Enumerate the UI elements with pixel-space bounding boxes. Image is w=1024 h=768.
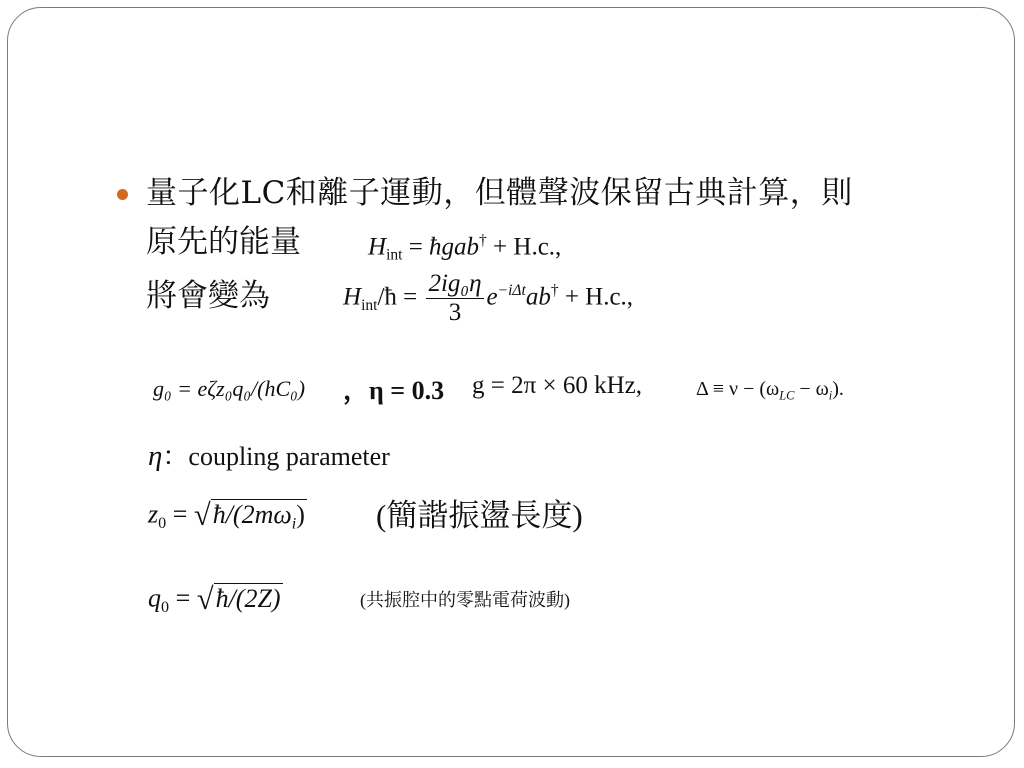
eq2-exponent: −iΔt [497, 282, 526, 300]
eq2-lhs: H [343, 283, 362, 311]
equation-transformed-energy [343, 270, 633, 327]
z0-lhs: z [148, 499, 159, 529]
q0-sub: 0 [161, 599, 170, 617]
q0-sqrt [197, 582, 283, 617]
eq2-dagger: † [550, 282, 559, 300]
eq1-tail: + H.c., [493, 233, 562, 261]
equation-z0 [148, 498, 307, 534]
z0-sub: 0 [158, 515, 167, 533]
equation-original-energy [368, 232, 561, 265]
delta-main: Δ ≡ ν − (ω [696, 378, 780, 400]
eta-symbol: η [148, 440, 163, 472]
z0-sqrt [194, 498, 307, 534]
z0-rad-end: ) [296, 499, 305, 529]
delta-sub-i: i [828, 388, 833, 403]
bullet-line-2 [146, 220, 301, 264]
bullet-line-3 [146, 274, 270, 318]
eq2-tail: + H.c., [564, 283, 634, 311]
z0-radicand [211, 499, 307, 534]
z0-rad-sub: i [291, 515, 297, 533]
delta-tail: − ω [799, 378, 829, 400]
z0-note: (簡諧振盪長度) [376, 498, 583, 533]
z0-eq: = [172, 499, 188, 529]
eq2-numerator: 2ig₀η [428, 270, 482, 297]
q0-radicand: ħ/(2Z) [215, 583, 281, 613]
eq2-slash: /ħ = [377, 283, 418, 311]
eq1-eq: = [408, 233, 423, 261]
slide-frame [7, 7, 1015, 757]
eq2-sub: int [361, 296, 378, 314]
equation-q0 [148, 582, 283, 617]
bullet-line-1: 量子化LC和離子運動，但體聲波保留古典計算，則 [146, 175, 853, 211]
eq2-rhs: ab [525, 283, 551, 311]
eq2-exp-base: e [486, 283, 498, 311]
eq1-dagger: † [479, 232, 487, 249]
eta-colon: ： [162, 442, 189, 471]
eq2-denominator: 3 [448, 298, 462, 326]
q0-lhs: q [148, 583, 161, 613]
z0-radical-sign: √ [193, 498, 211, 532]
param-delta [696, 378, 844, 403]
eq2-fraction [426, 270, 483, 327]
bullet-dot-icon [117, 189, 128, 200]
q0-note: (共振腔中的零點電荷波動) [360, 590, 570, 610]
param-g0: g₀ = eζz₀q₀/(hC₀) [153, 376, 306, 401]
z0-rad-main: ħ/(2mω [212, 499, 292, 529]
bullet-line-3-prefix: 將會變為 [146, 278, 270, 314]
bullet-line-2-prefix: 原先的能量 [146, 224, 301, 260]
param-g: g = 2π × 60 kHz, [472, 372, 642, 399]
eq1-sub: int [386, 246, 403, 264]
eq1-lhs: H [368, 233, 387, 261]
delta-sub-lc: LC [779, 388, 795, 403]
delta-end: ). [832, 378, 844, 400]
eta-definition [148, 436, 390, 473]
eq1-rhs: ħgab [429, 233, 480, 261]
q0-radical-sign: √ [196, 582, 214, 616]
q0-eq: = [175, 583, 191, 613]
param-eta: ，η = 0.3 [343, 376, 445, 405]
eta-label: coupling parameter [188, 442, 390, 471]
